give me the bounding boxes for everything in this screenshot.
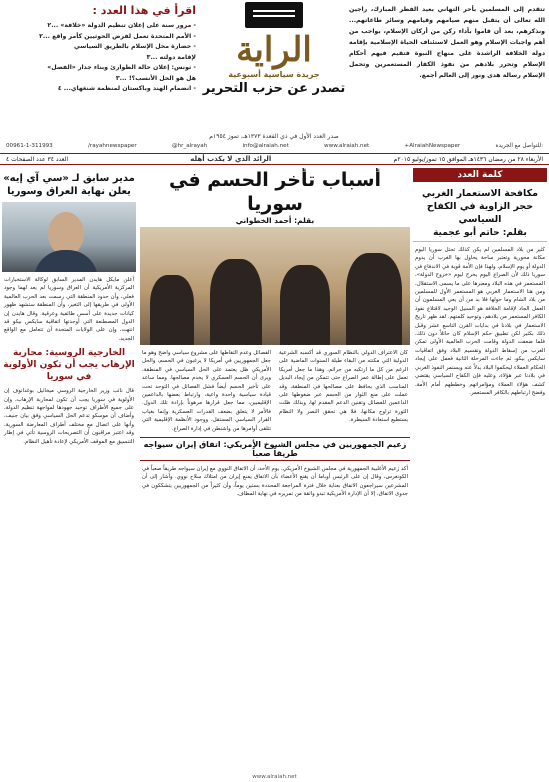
toc-item[interactable]: - حضارة محل الإسلام بالطريق السياسي [74,43,196,50]
issue-date: الأربعاء ٢٨ من رمضان ١٤٣٦هـ الموافق ١٥ تموز/يوليو ٢٠١٥م [393,155,543,163]
editorial-title[interactable]: مكافحة الاستعمار الغربي حجر الزاوية في الكفاح السياسي [421,188,538,225]
russia-body: قال نائب وزير الخارجية الروسي ميخائيل بوغدانوف إن الأولوية في سوريا يجب أن تكون لمحاربة الإرهاب، وإن على جميع الأطراف توحيد جهودها لمواجهة تنظيم الدولة، وأضاف أن موسكو تدعم الحل السياسي وفق بيان جنيف، وأنها على اتصال مع مختلف أطراف المعارضة السورية، وقد اعتبر مراقبون أن التصريحات الروسية تأتي في إطار التنسيق مع الموقف الأمريكي لإعادة تأهيل النظام. [4,388,134,445]
facebook-link[interactable]: /rayahnewspaper [88,143,137,149]
twitter-link[interactable]: @hr_alrayah [171,143,208,149]
figure-shape [210,259,262,345]
slogan: الرائد الذي لا يكذب أهله [190,155,272,163]
table-of-contents [4,4,196,128]
main-headline[interactable]: أسباب تأخر الحسم في سوريا [168,169,382,215]
cia-body: أعلن مايكل هايدن المدير السابق لوكالة الاستخبارات المركزية الأمريكية أن العراق وسوريا لم يعد لهما وجود فعلي، وأن حدود المنطقة التي رسمت بعد الحرب العالمية الأولى في طريقها إلى التغير، وأن المنطقة ستشهد ظهور كيانات جديدة على أسس طائفية وعرقية. وقال هايدن إن الدول المصطنعة التي أوجدتها اتفاقية سايكس بيكو قد انتهت، وإن على الولايات المتحدة أن تتعامل مع الواقع الجديد. [4,277,134,342]
logo-subtitle: جريدة سياسية أسبوعية [228,70,320,79]
portrait-body [34,250,98,272]
intro-text: تتقدم إلى المسلمين بأحر التهاني بعيد الفطر المبارك، راجين الله تعالى أن يتقبل منهم صيامهم وقيامهم وسائر طاعاتهم... ونذكرهم، بعد أن قاموا بأداء ركن من أركان الإسلام، بواجب من أهم واجبات الإسلام وهو العمل لاستئناف الحياة الإسلامية بإقامة دولة الخلافة الراشدة على منهاج النبوة فتقيم فيهم أحكام الإسلام وتحرر بلادهم من نفوذ الكفار المستعمرين وتحمل الإسلام رسالة هدى ونور إلى العالم أجمع. [349,6,545,79]
logo: الراية [236,30,312,70]
toc-item[interactable]: - انضمام الهند وباكستان لمنظمة شنغهاي... ٤ [57,85,196,92]
toc-item[interactable]: هل هو الحل الأنسب؟! ...٣ [115,74,196,82]
issue-number: العدد ٣٤ عدد الصفحات ٤ [6,155,69,163]
article-body-right: كان الاعتراف الدولي بالنظام السوري قد أكسبه الشرعية الدولية التي مكنته من البقاء طيلة السنوات الماضية على الرغم من كل ما ارتكبه من جرائم، وهذا ما جعل أمريكا تعمل على إطالة عمر الصراع حتى تتمكن من إيجاد البديل المناسب الذي يحافظ على مصالحها في المنطقة، وقد عملت على منع الثوار من الحسم عبر ضغوطها على الداعمين للفصائل وتقنين الدعم المقدم لها، وبذلك ظلت الثورة تراوح مكانها، فلا هي تحقق النصر ولا النظام يستطيع استعادة السيطرة. [279,350,408,424]
portrait-image [2,202,136,272]
first-issue-line: صدر العدد الأول في ذي القعدة ١٣٧٣هـ، تموز ١٩٥٤م [209,133,339,140]
editorial-author: بقلم: حاتم أبو عجمية [413,228,547,242]
editorial-header: كلمة العدد [413,168,547,182]
editorial-column [413,168,547,778]
hero-image [140,227,410,345]
toc-item[interactable]: لإقامة دولته ...٣ [146,53,196,61]
flag-icon [245,2,303,28]
cia-headline[interactable]: مدير سابق لـ «سي آي إيه» يعلن نهاية العراق وسوريا [3,173,135,197]
editorial-body: كثير من بلاد المسلمين لم يكن كذلك تحتل سوريا اليوم مكانة محورية وتعتبر ساحة يحاول بها الغرب أن يدوم الدولة أو يوم الإسلام، ولهذا فإن الأمة قوية في الاندفاع في سوريا ذلك لأن الصراع اليوم يخرج ليوم «خروج الدولة»، المستعمر في هذه البلاد ومعبرها على ما يسمى الاستقلال، ومن هنا الاستعمار الغربي هو المستعمر الأول للمسلمين من بلاد الشام وما حولها فلا بد من أن يعي المسلمون أن العمل الجاد لإقامة الخلافة هو السبيل الوحيد لاقتلاع نفوذ الكافر المستعمر من بلادهم، وتوحيد كلمتهم. لقد ظهر تاريخ الاستعمار في بلادنا في بدايات القرن التاسع عشر وقبل ذلك بكثير لكن تطبيق حكم الإسلام كان حائلاً دون ذلك، فلما ضعفت الدولة وقامت الحرب العالمية الأولى تمكن الغرب من إسقاط الدولة وتقسيم البلاد وفق اتفاقيات سايكس بيكو، ثم جاءت المرحلة الثانية فعمل على إيجاد الحكام العملاء ليحكموا البلاد بدلاً عنه ويستمر النفوذ الغربي في بلادنا عبر هؤلاء، وعليه فإن الكفاح السياسي يقتضي كشف هؤلاء العملاء ومؤامراتهم وخططهم أمام الأمة، وفضح ارتباطهم بالكافر المستعمر. [415,247,545,396]
contact-label: للتواصل مع الجريدة: [495,143,543,149]
social-link[interactable]: +AlraiahNewspaper [404,143,461,149]
figure-shape [150,275,194,345]
russia-headline[interactable]: الخارجية الروسية: محاربة الإرهاب يجب أن تكون الأولوية في سوريا [3,348,135,383]
phone-number[interactable]: 00961-1-311993 [6,143,53,149]
main-author: بقلم: أحمد الخطواني [235,216,315,225]
toc-title: اقرأ في هذا العدد : [92,4,196,17]
contact-strip [0,140,549,152]
news-column [2,168,136,778]
toc-item[interactable]: - تونس: إعلان حالة الطوارئ وبناء جدار «الفصل» [47,64,196,71]
toc-item[interactable]: - الأمم المتحدة تعمل لفرض الحوثيين كأمر واقع ...٢ [39,32,196,40]
website-link[interactable]: www.alraiah.net [324,143,370,149]
masthead [0,0,549,152]
info-bar [0,153,549,165]
figure-shape [280,265,330,345]
figure-shape [346,253,402,345]
secondary-headline[interactable]: زعيم الجمهوريين في مجلس الشيوخ الأمريكي: اتفاق إيران سيواجه طريقاً صعباً [140,437,410,461]
article-body-left: الفصائل وعدم التقاطها على مشروع سياسي واضح وهو ما جعل الجمهوريين في أمريكا لا يرغبون في الحسم، والحل الأمريكي ظل يعتمد على الحل السياسي في المنطقة، ويرى أن الحسم العسكري لا يخدم مصالحها. ومما ساعد على تأخير الحسم أيضاً فشل الفصائل في التوحد تحت قيادة سياسية واحدة واعية، وارتباط بعضها بالداعمين الإقليميين، مما جعل قرارها مرهوناً بإرادة تلك الدول. فالأمر لا يتعلق بضعف القدرات العسكرية وإنما بغياب القرار السياسي المستقل، ووجود الأنظمة الإقليمية التي تتلقى أوامرها من واشنطن في إدارة الصراع. [142,350,271,432]
toc-item[interactable]: - مرور سنة على إعلان تنظيم الدولة «خلافة» ...٢ [47,22,196,29]
publisher: تصدر عن حزب التحرير [202,81,346,96]
main-article [140,168,410,778]
secondary-body: أكد زعيم الأغلبية الجمهورية في مجلس الشيوخ الأمريكي، يوم الأحد، أن الاتفاق النووي مع إيران سيواجه طريقاً صعباً في الكونغرس، وقال إن على الرئيس أوباما أن يقنع الأعضاء بأن الاتفاق يمنع إيران من امتلاك سلاح نووي. وأشار إلى أن المشرعين سيراجعون الاتفاق بعناية خلال فترة المراجعة المحددة بستين يوماً، وأن كثيراً من الجمهوريين يتشككون في جدوى الاتفاق، إلا أن الإدارة الأمريكية تبدو واثقة من تمريره في نهاية المطاف. [142,466,408,498]
footer-url[interactable]: www.alraiah.net [252,774,297,780]
email-link[interactable]: info@alraiah.net [242,143,289,149]
logo-area [200,2,348,132]
article-columns [140,349,410,433]
